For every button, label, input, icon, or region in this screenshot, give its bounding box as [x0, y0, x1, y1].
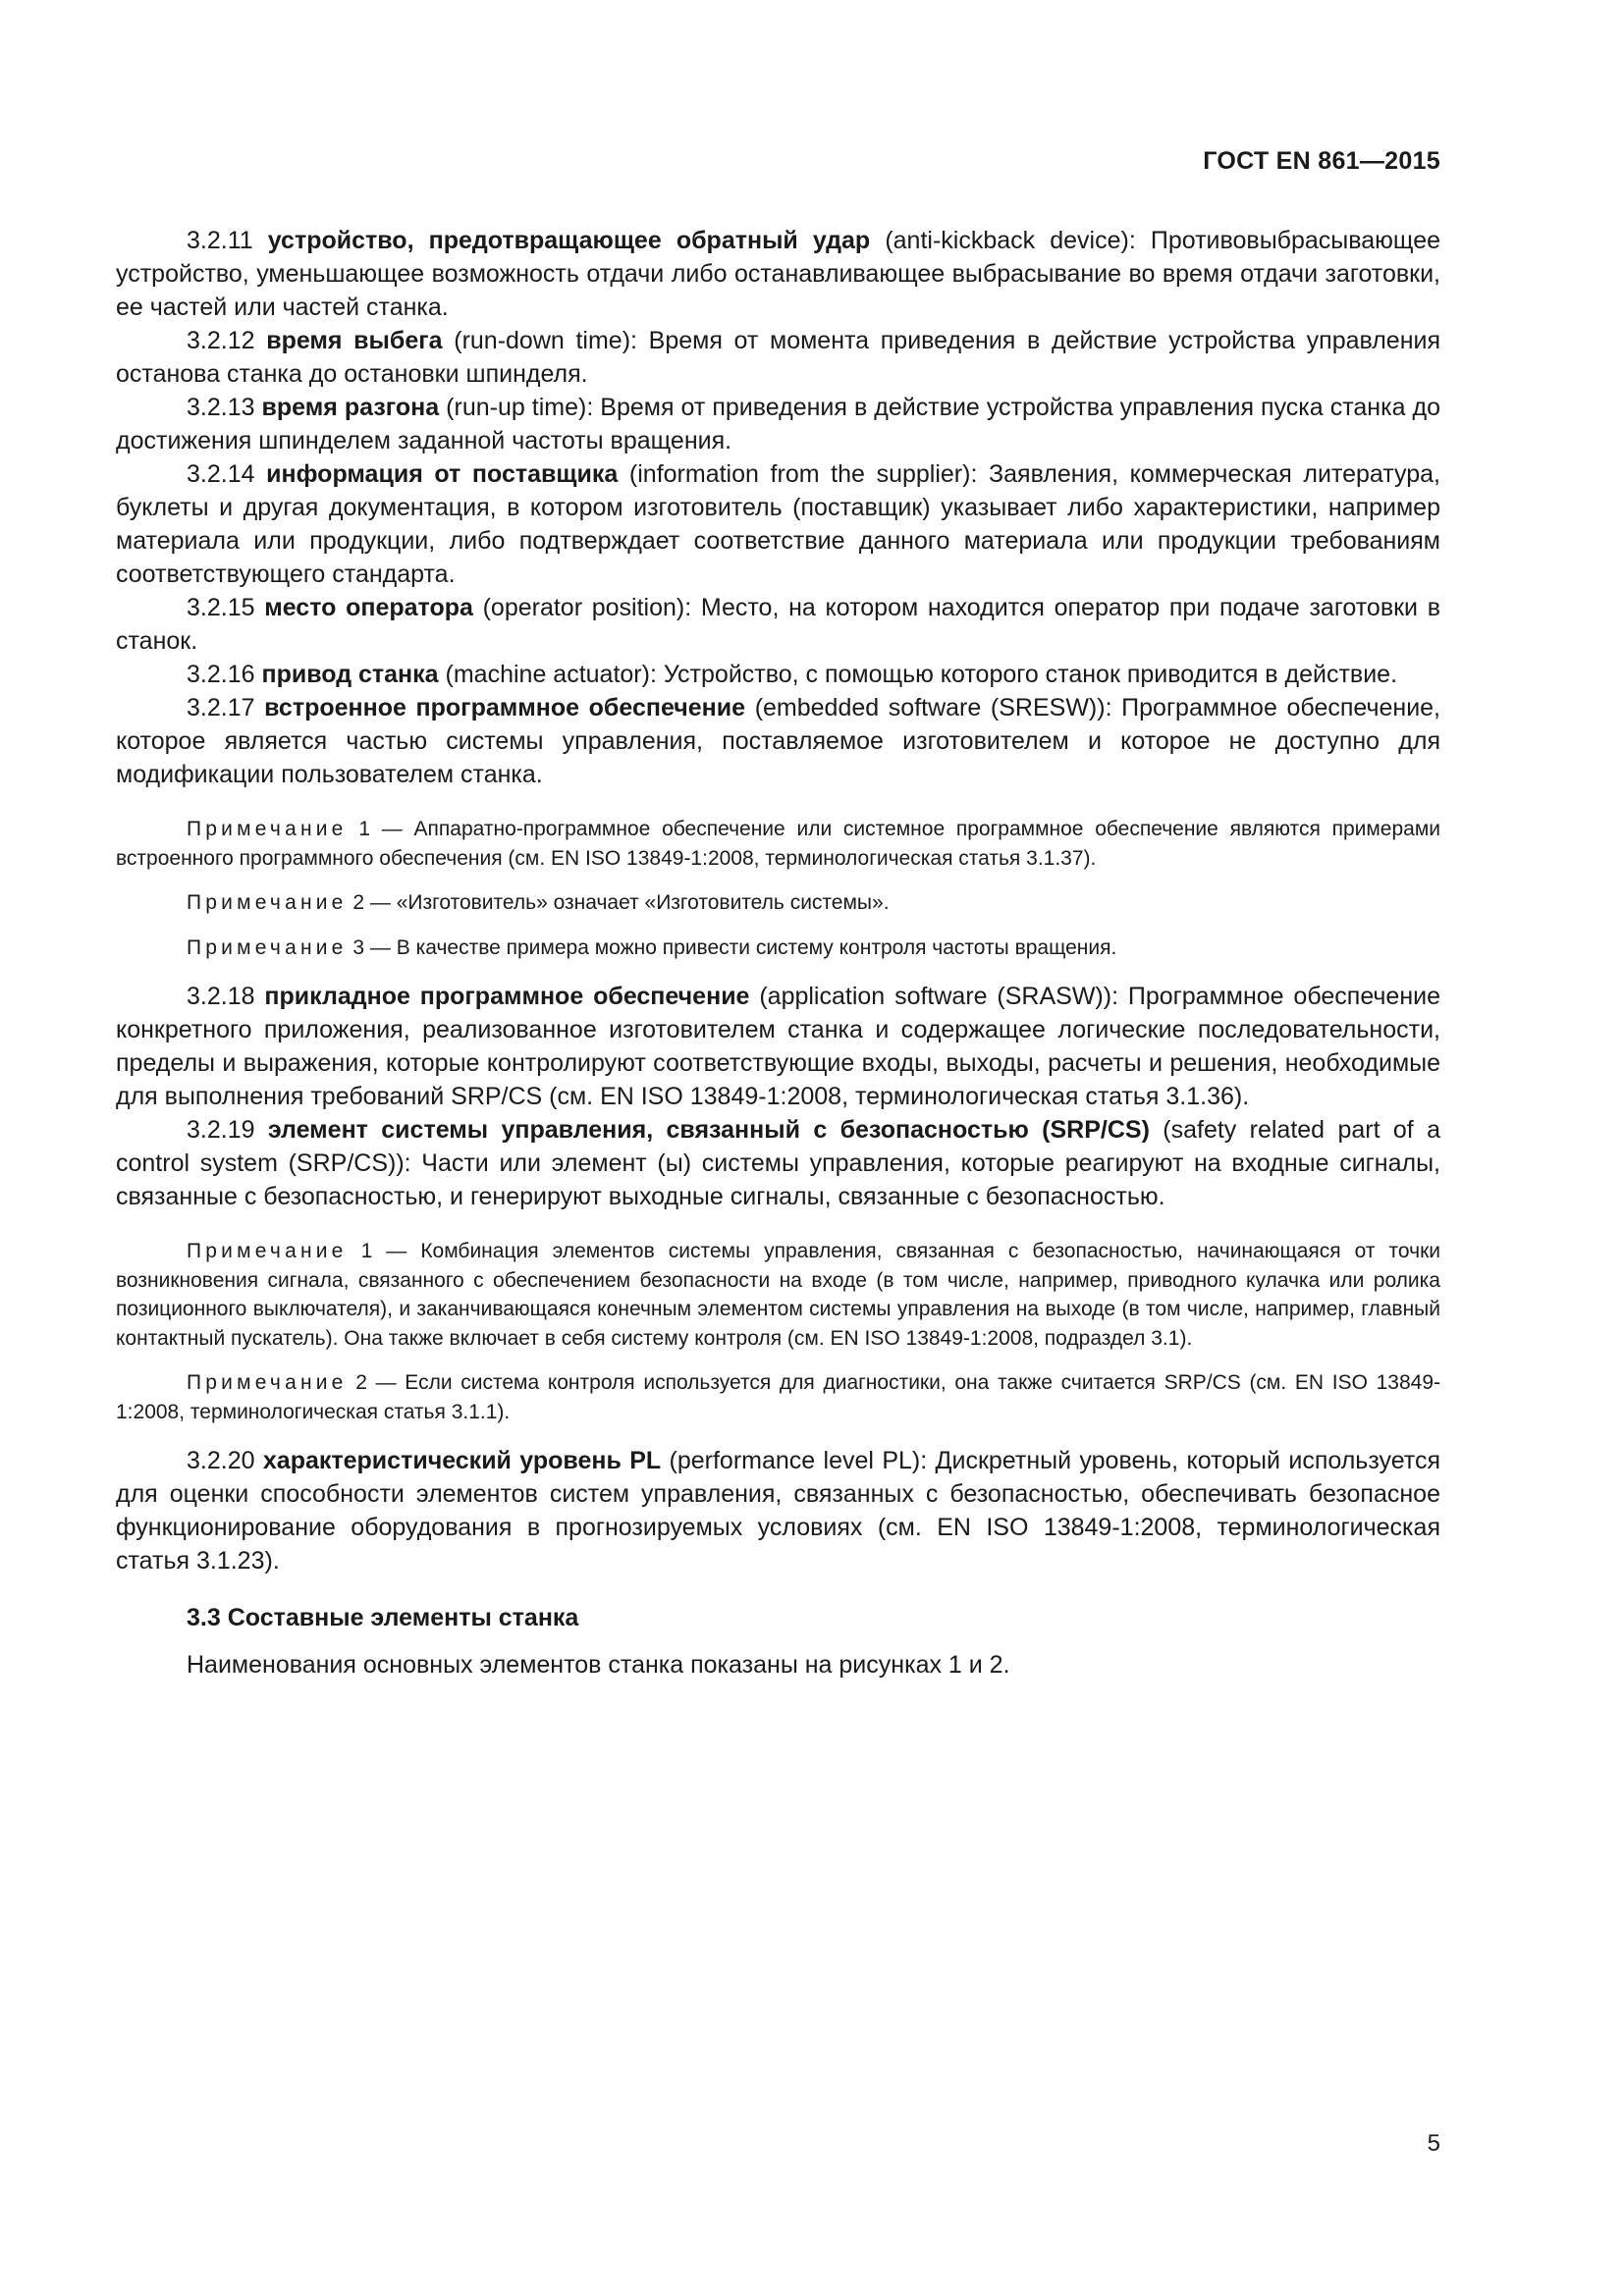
term-definition: (performance level PL): Дискретный уровень, который используется для оценки способности элементов систем управления, связанных с безопасностью, обеспечивать безопасное функционирование оборудования в прогнозируемых условиях (см. EN ISO 13849-1:2008, терминологическая статья 3.1.23).	[116, 1447, 1440, 1575]
term-name: время разгона	[261, 394, 440, 421]
term-name: характеристический уровень PL	[262, 1447, 662, 1474]
term-number: 3.2.18	[187, 983, 255, 1010]
note-text: 1 — Комбинация элементов системы управления, связанная с безопасностью, начинающаяся от точки возникновения сигнала, связанного с обеспечением безопасности на входе (в том числе, например, приводного кулачка или ролика позиционного выключателя), и заканчивающаяся конечным элементом системы управления на выходе (в том числе, например, главный контактный пускатель). Она также включает в себя систему контроля (см. EN ISO 13849-1:2008, подраздел 3.1).	[116, 1240, 1440, 1350]
term-definition: (operator position): Место, на котором находится оператор при подаче заготовки в станок.	[116, 594, 1440, 655]
note-text: 2 — «Изготовитель» означает «Изготовитель системы».	[352, 891, 890, 914]
note-label: Примечание	[187, 818, 348, 840]
term-name: информация от поставщика	[266, 460, 619, 488]
term-name: устройство, предотвращающее обратный удар	[267, 227, 871, 254]
term-3-2-12	[116, 324, 1440, 391]
term-definition: (application software (SRASW)): Программное обеспечение конкретного приложения, реализованное изготовителем станка и содержащее логические последовательности, пределы и выражения, которые контролируют соответствующие входы, выходы, расчеты и решения, необходимые для выполнения требований SRP/CS (см. EN ISO 13849-1:2008, терминологическая статья 3.1.36).	[116, 983, 1440, 1110]
section-text-3-3: Наименования основных элементов станка показаны на рисунках 1 и 2.	[187, 1651, 1010, 1679]
term-3-2-15	[116, 591, 1440, 658]
note-text: 3 — В качестве примера можно привести систему контроля частоты вращения.	[352, 935, 1117, 959]
term-name: время выбега	[266, 327, 443, 354]
term-number: 3.2.17	[187, 694, 255, 721]
term-name: элемент системы управления, связанный с безопасностью (SRP/CS)	[267, 1116, 1150, 1144]
note-text: 1 — Аппаратно-программное обеспечение или системное программное обеспечение являются примерами встроенного программного обеспечения (см. EN ISO 13849-1:2008, терминологическая статья 3.1.37).	[116, 818, 1440, 870]
term-3-2-17	[116, 691, 1440, 791]
term-number: 3.2.19	[187, 1116, 255, 1144]
term-number: 3.2.14	[187, 460, 255, 488]
term-definition: (run-up time): Время от приведения в действие устройства управления пуска станка до достижения шпинделем заданной частоты вращения.	[116, 394, 1440, 454]
note-3-2-17-1	[116, 815, 1440, 873]
term-definition: (embedded software (SRESW)): Программное обеспечение, которое является частью системы управления, поставляемое изготовителем и которое не доступно для модификации пользователем станка.	[116, 694, 1441, 788]
note-label: Примечание	[187, 891, 348, 914]
term-definition: (information from the supplier): Заявления, коммерческая литература, буклеты и другая документация, в котором изготовитель (поставщик) указывает либо характеристики, например материала или продукции, либо подтверждает соответствие данного материала или продукции требованиям соответствующего стандарта.	[116, 460, 1440, 588]
term-3-2-11	[116, 224, 1440, 324]
term-number: 3.2.12	[187, 327, 255, 354]
term-name: привод станка	[261, 661, 439, 688]
term-number: 3.2.15	[187, 594, 255, 621]
page-number: 5	[1427, 2130, 1440, 2157]
term-definition: (safety related part of a control system (SRP/CS)): Части или элемент (ы) системы управления, которые реагируют на входные сигналы, связанные с безопасностью, и генерируют выходные сигналы, связанные с безопасностью.	[116, 1116, 1440, 1210]
note-label: Примечание	[187, 1371, 348, 1394]
term-3-2-14	[116, 457, 1440, 591]
term-3-2-13	[116, 391, 1440, 457]
section-heading-3-3: 3.3 Составные элементы станка	[187, 1604, 579, 1631]
term-3-2-20	[116, 1444, 1440, 1577]
term-number: 3.2.11	[187, 227, 253, 254]
term-definition: (anti-kickback device): Противовыбрасывающее устройство, уменьшающее возможность отдачи либо останавливающее выбрасывание во время отдачи заготовки, ее частей или частей станка.	[116, 227, 1441, 321]
term-3-2-19	[116, 1113, 1440, 1213]
term-definition: (run-down time): Время от момента приведения в действие устройства управления останова станка до остановки шпинделя.	[116, 327, 1441, 388]
note-3-2-19-2	[116, 1368, 1440, 1426]
term-name: прикладное программное обеспечение	[264, 983, 750, 1010]
term-number: 3.2.13	[187, 394, 255, 421]
note-3-2-19-1	[116, 1237, 1440, 1353]
term-number: 3.2.20	[187, 1447, 255, 1474]
note-3-2-17-3	[116, 934, 1440, 963]
term-name: встроенное программное обеспечение	[264, 694, 746, 721]
note-3-2-17-2	[116, 888, 1440, 918]
term-number: 3.2.16	[187, 661, 255, 688]
note-text: 2 — Если система контроля используется для диагностики, она также считается SRP/CS (см. EN ISO 13849-1:2008, терминологическая статья 3.1.1).	[116, 1371, 1440, 1423]
term-3-2-16	[116, 658, 1440, 691]
note-label: Примечание	[187, 935, 348, 959]
term-name: место оператора	[264, 594, 473, 621]
note-label: Примечание	[187, 1240, 348, 1262]
term-definition: (machine actuator): Устройство, с помощью которого станок приводится в действие.	[445, 661, 1398, 688]
document-header: ГОСТ EN 861—2015	[1203, 147, 1440, 175]
term-3-2-18	[116, 980, 1440, 1113]
document-body	[116, 224, 1440, 1682]
